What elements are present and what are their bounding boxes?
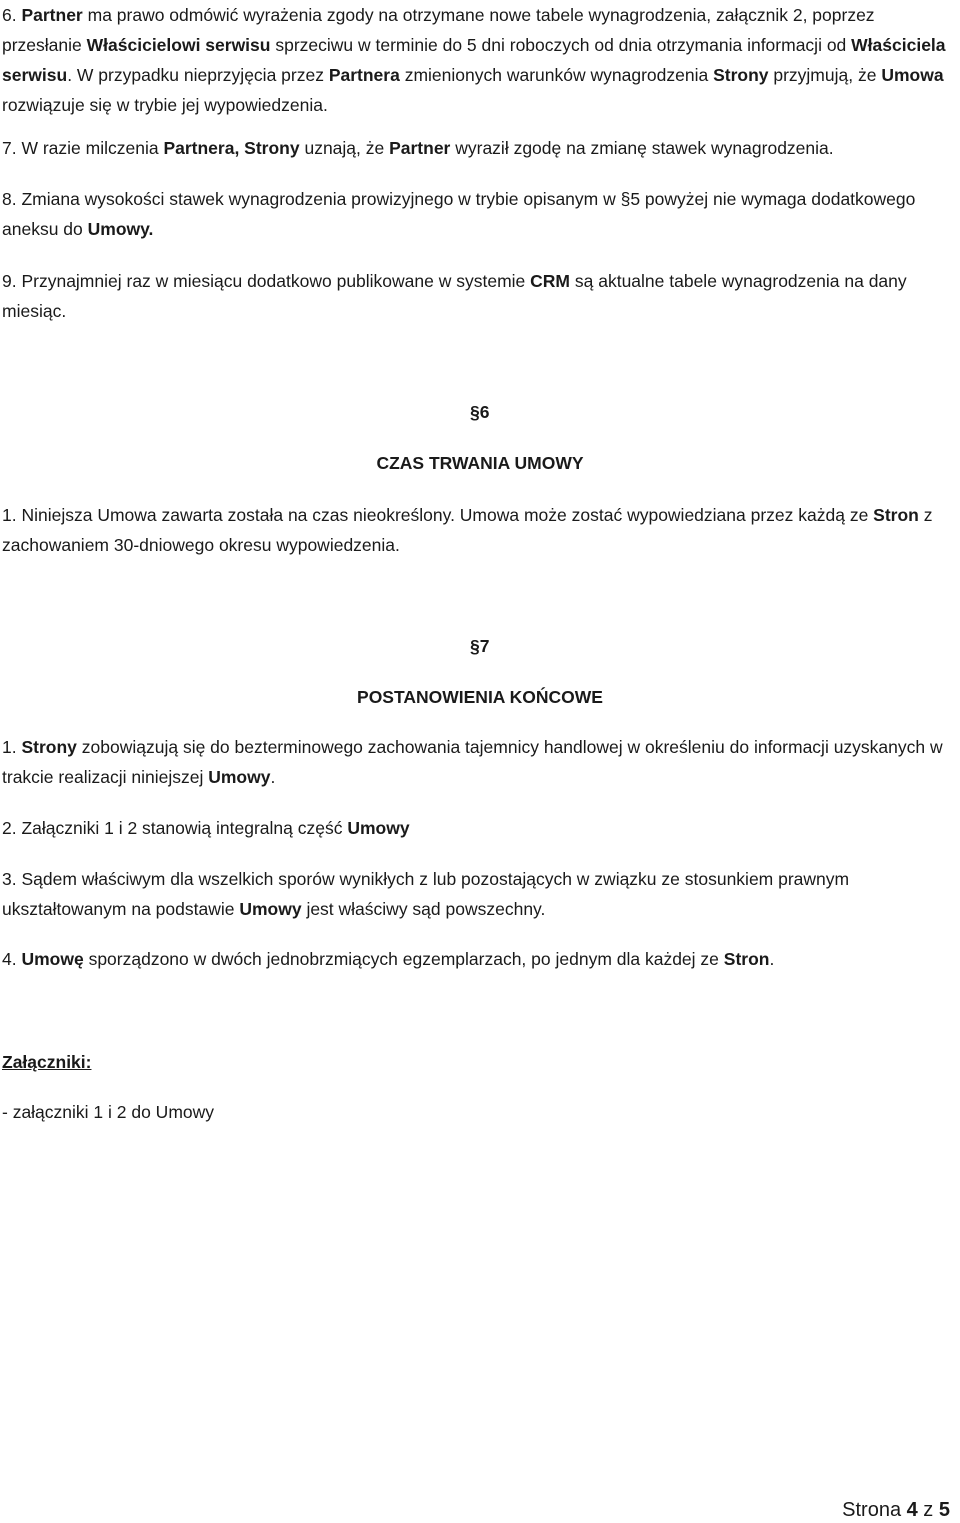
- section-6-title: CZAS TRWANIA UMOWY: [376, 453, 584, 473]
- bold-term: Partner: [389, 138, 451, 158]
- text-run: ma prawo odmówić wyrażenia zgody na otrzymane nowe tabele wynagrodzenia, załącznik 2, poprzez przesłanie: [2, 5, 875, 55]
- bold-term: Partnera, Strony: [163, 138, 300, 158]
- text-run: z zachowaniem 30-dniowego okresu wypowiedzenia.: [2, 505, 933, 555]
- text-run: 9. Przynajmniej raz w miesiącu dodatkowo publikowane w systemie: [2, 271, 531, 291]
- clause-8-paragraph: [2, 184, 954, 244]
- bold-term: Właścicielowi serwisu: [86, 35, 271, 55]
- text-run: 8. Zmiana wysokości stawek wynagrodzenia prowizyjnego w trybie opisanym w §5 powyżej nie wymaga dodatkowego aneksu do: [2, 189, 916, 239]
- text-run: wyraził zgodę na zmianę stawek wynagrodzenia.: [450, 138, 834, 158]
- bold-term: Umowę: [21, 949, 84, 969]
- text-run: sprzeciwu w terminie do 5 dni roboczych od dnia otrzymania informacji od: [270, 35, 852, 55]
- text-run: uznają, że: [299, 138, 390, 158]
- text-run: sporządzono w dwóch jednobrzmiących egzemplarzach, po jednym dla każdej ze: [83, 949, 724, 969]
- section-7-clause-1: [2, 732, 954, 792]
- bold-term: CRM: [530, 271, 571, 291]
- bold-term: Umowy: [239, 899, 302, 919]
- text-run: . W przypadku nieprzyjęcia przez: [67, 65, 329, 85]
- attachments-heading: Załączniki:: [2, 1052, 92, 1072]
- section-7-number: §7: [470, 636, 490, 656]
- text-run: jest właściwy sąd powszechny.: [301, 899, 546, 919]
- text-run: są aktualne tabele wynagrodzenia na dany miesiąc.: [2, 271, 907, 321]
- footer-total-pages: 5: [938, 1499, 950, 1521]
- section-7-clause-2: [2, 813, 954, 843]
- bold-term: Partnera: [328, 65, 400, 85]
- bold-term: Umowy.: [87, 219, 154, 239]
- page-footer: [842, 1497, 950, 1523]
- bold-term: Partner: [21, 5, 83, 25]
- bold-term: Umowy: [208, 767, 271, 787]
- text-run: 2. Załączniki 1 i 2 stanowią integralną część: [2, 818, 348, 838]
- footer-current-page: 4: [906, 1499, 918, 1521]
- bold-term: Stron: [723, 949, 770, 969]
- clause-7-paragraph: [2, 133, 954, 163]
- text-run: 7. W razie milczenia: [2, 138, 164, 158]
- text-run: 1. Niniejsza Umowa zawarta została na czas nieokreślony. Umowa może zostać wypowiedziana przez każdą ze: [2, 505, 874, 525]
- footer-middle: z: [917, 1499, 939, 1521]
- bold-term: Strony: [713, 65, 769, 85]
- text-run: 3. Sądem właściwym dla wszelkich sporów wynikłych z lub pozostających w związku ze stosunkiem prawnym ukształtowanym na podstawie: [2, 869, 850, 919]
- bold-term: Strony: [21, 737, 77, 757]
- text-run: 6.: [2, 5, 22, 25]
- text-run: 4.: [2, 949, 22, 969]
- text-run: .: [769, 949, 775, 969]
- section-6-clause-1: [2, 500, 954, 560]
- clause-9-paragraph: [2, 266, 954, 326]
- section-6-number: §6: [470, 402, 490, 422]
- bold-term: Umowa: [881, 65, 944, 85]
- attachments-line: - załączniki 1 i 2 do Umowy: [2, 1102, 215, 1122]
- text-run: rozwiązuje się w trybie jej wypowiedzenia.: [2, 95, 328, 115]
- text-run: .: [270, 767, 276, 787]
- text-run: przyjmują, że: [768, 65, 882, 85]
- section-7-clause-3: [2, 864, 954, 924]
- text-run: 1.: [2, 737, 22, 757]
- bold-term: Właściciela serwisu: [2, 35, 946, 85]
- text-run: zmienionych warunków wynagrodzenia: [399, 65, 714, 85]
- section-7-clause-4: [2, 944, 954, 974]
- bold-term: Stron: [873, 505, 919, 525]
- section-7-title: POSTANOWIENIA KOŃCOWE: [357, 687, 603, 707]
- clause-6-paragraph: [2, 0, 954, 120]
- text-run: zobowiązują się do bezterminowego zachowania tajemnicy handlowej w określeniu do informacji uzyskanych w trakcie realizacji niniejszej: [2, 737, 943, 787]
- bold-term: Umowy: [347, 818, 410, 838]
- footer-prefix: Strona: [842, 1499, 907, 1521]
